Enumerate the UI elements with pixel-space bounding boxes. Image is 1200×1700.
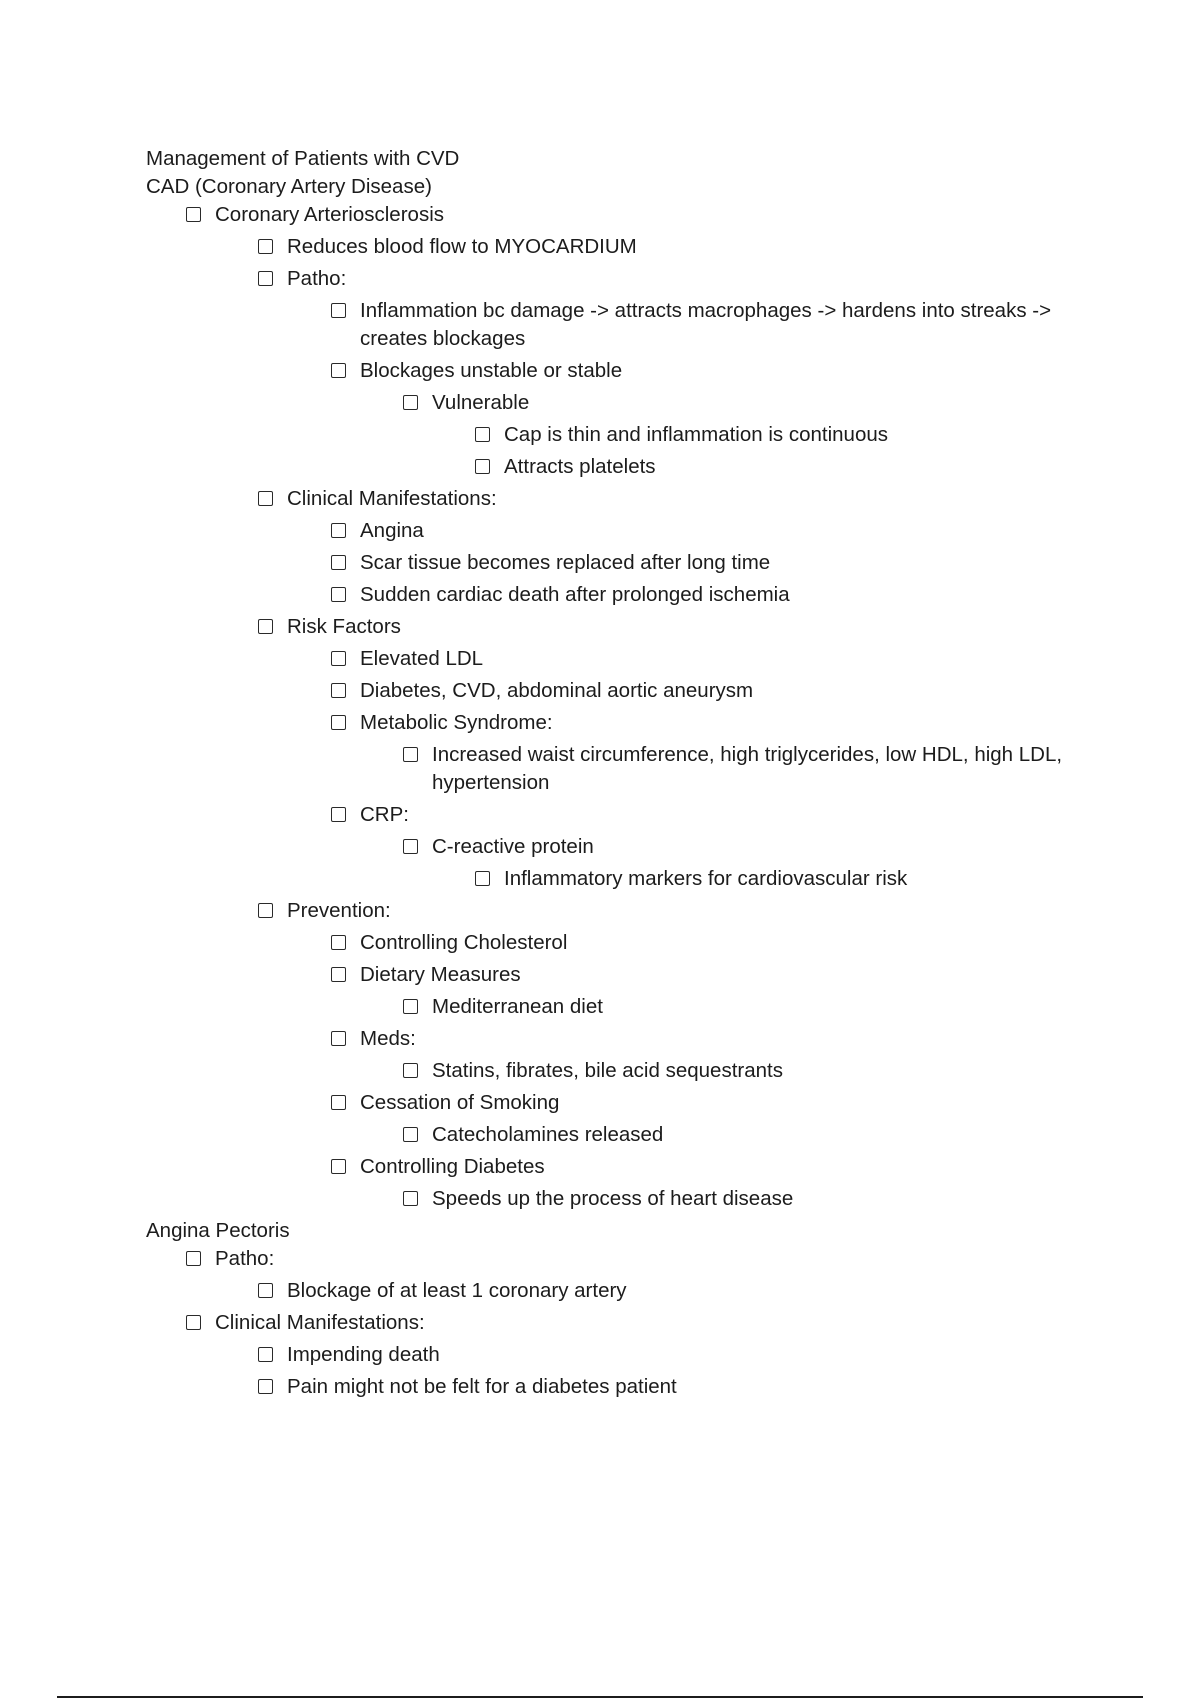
checkbox-icon[interactable] bbox=[475, 871, 490, 886]
checkbox-icon[interactable] bbox=[403, 395, 418, 410]
checklist-item-text: Diabetes, CVD, abdominal aortic aneurysm bbox=[360, 679, 754, 702]
checklist-item-text: Patho: bbox=[287, 267, 347, 290]
checkbox-icon[interactable] bbox=[186, 207, 201, 222]
checkbox-icon[interactable] bbox=[258, 271, 273, 286]
section-heading: Angina Pectoris bbox=[146, 1219, 290, 1242]
checklist-item-text: Controlling Cholesterol bbox=[360, 931, 568, 954]
checkbox-icon[interactable] bbox=[331, 651, 346, 666]
checklist-item-text: Statins, fibrates, bile acid sequestrants bbox=[432, 1059, 783, 1082]
checkbox-icon[interactable] bbox=[403, 747, 418, 762]
checklist-item bbox=[146, 1089, 1106, 1117]
checklist-item bbox=[146, 1277, 1106, 1305]
checkbox-icon[interactable] bbox=[331, 807, 346, 822]
checklist-item bbox=[146, 961, 1106, 989]
checklist-item bbox=[146, 581, 1106, 609]
checklist-item-text: Elevated LDL bbox=[360, 647, 484, 670]
checkbox-icon[interactable] bbox=[403, 1063, 418, 1078]
checklist-item bbox=[146, 897, 1106, 925]
checklist-item-text: Reduces blood flow to MYOCARDIUM bbox=[287, 235, 637, 258]
checklist-item-text: Patho: bbox=[215, 1247, 275, 1270]
sections-container bbox=[146, 173, 1106, 1401]
checkbox-icon[interactable] bbox=[258, 903, 273, 918]
checklist-item bbox=[146, 645, 1106, 673]
checkbox-icon[interactable] bbox=[258, 1379, 273, 1394]
checkbox-icon[interactable] bbox=[258, 1283, 273, 1298]
checklist-item-text: Speeds up the process of heart disease bbox=[432, 1187, 794, 1210]
checkbox-icon[interactable] bbox=[331, 1159, 346, 1174]
checklist-item bbox=[146, 1309, 1106, 1337]
checkbox-icon[interactable] bbox=[403, 1127, 418, 1142]
checklist-item bbox=[146, 865, 1106, 893]
checklist-item bbox=[146, 833, 1106, 861]
section-heading: CAD (Coronary Artery Disease) bbox=[146, 175, 432, 198]
checklist-item-text: Inflammation bc damage -> attracts macrophages -> hardens into streaks -> creates blockages bbox=[360, 299, 1052, 350]
checklist-item-text: CRP: bbox=[360, 803, 409, 826]
checkbox-icon[interactable] bbox=[331, 683, 346, 698]
checkbox-icon[interactable] bbox=[403, 839, 418, 854]
checklist-item bbox=[146, 549, 1106, 577]
checklist-item bbox=[146, 1057, 1106, 1085]
checkbox-icon[interactable] bbox=[331, 715, 346, 730]
checklist-item bbox=[146, 613, 1106, 641]
checklist-item bbox=[146, 389, 1106, 417]
checklist-item-text: Controlling Diabetes bbox=[360, 1155, 545, 1178]
checklist-item bbox=[146, 1185, 1106, 1213]
checklist-item bbox=[146, 453, 1106, 481]
checkbox-icon[interactable] bbox=[331, 1095, 346, 1110]
checklist-item-text: Mediterranean diet bbox=[432, 995, 603, 1018]
checklist-item-text: Increased waist circumference, high triglycerides, low HDL, high LDL, hypertension bbox=[432, 743, 1063, 794]
checkbox-icon[interactable] bbox=[258, 239, 273, 254]
checkbox-icon[interactable] bbox=[258, 491, 273, 506]
checklist-item bbox=[146, 709, 1106, 737]
checklist-item-text: Prevention: bbox=[287, 899, 391, 922]
checklist-item bbox=[146, 485, 1106, 513]
checkbox-icon[interactable] bbox=[258, 1347, 273, 1362]
checklist-item-text: Pain might not be felt for a diabetes patient bbox=[287, 1375, 677, 1398]
checklist-item-text: Dietary Measures bbox=[360, 963, 521, 986]
checklist-item-text: Angina bbox=[360, 519, 424, 542]
checklist-item bbox=[146, 929, 1106, 957]
checkbox-icon[interactable] bbox=[475, 427, 490, 442]
checklist-item bbox=[146, 1025, 1106, 1053]
checkbox-icon[interactable] bbox=[331, 1031, 346, 1046]
checklist-item-text: Cap is thin and inflammation is continuous bbox=[504, 423, 889, 446]
checkbox-icon[interactable] bbox=[331, 303, 346, 318]
checklist-item bbox=[146, 233, 1106, 261]
checklist-item bbox=[146, 993, 1106, 1021]
checklist-item bbox=[146, 801, 1106, 829]
checklist-item bbox=[146, 1245, 1106, 1273]
checkbox-icon[interactable] bbox=[258, 619, 273, 634]
checklist-item bbox=[146, 741, 1106, 797]
checklist-item bbox=[146, 201, 1106, 229]
checklist-item-text: Attracts platelets bbox=[504, 455, 656, 478]
checkbox-icon[interactable] bbox=[331, 587, 346, 602]
checklist-item-text: Sudden cardiac death after prolonged ischemia bbox=[360, 583, 790, 606]
page-bottom-rule bbox=[57, 1696, 1143, 1698]
checkbox-icon[interactable] bbox=[186, 1315, 201, 1330]
checklist-item-text: Impending death bbox=[287, 1343, 440, 1366]
checklist-item bbox=[146, 677, 1106, 705]
checklist-item bbox=[146, 517, 1106, 545]
checklist-item-text: Vulnerable bbox=[432, 391, 530, 414]
checklist-item-text: Clinical Manifestations: bbox=[287, 487, 497, 510]
checklist-item bbox=[146, 297, 1106, 353]
checkbox-icon[interactable] bbox=[186, 1251, 201, 1266]
checkbox-icon[interactable] bbox=[403, 999, 418, 1014]
checklist-item-text: Meds: bbox=[360, 1027, 416, 1050]
checklist-item bbox=[146, 1373, 1106, 1401]
checklist-item-text: Blockages unstable or stable bbox=[360, 359, 623, 382]
checklist-item bbox=[146, 1341, 1106, 1369]
checklist-item bbox=[146, 265, 1106, 293]
checklist-item bbox=[146, 1153, 1106, 1181]
checklist-item-text: Scar tissue becomes replaced after long time bbox=[360, 551, 771, 574]
checkbox-icon[interactable] bbox=[331, 935, 346, 950]
checklist-item-text: Blockage of at least 1 coronary artery bbox=[287, 1279, 627, 1302]
checkbox-icon[interactable] bbox=[403, 1191, 418, 1206]
checklist-item-text: Coronary Arteriosclerosis bbox=[215, 203, 444, 226]
checkbox-icon[interactable] bbox=[331, 363, 346, 378]
checklist-item bbox=[146, 421, 1106, 449]
document-body bbox=[146, 145, 1106, 1405]
checklist-item-text: C-reactive protein bbox=[432, 835, 594, 858]
checklist-item bbox=[146, 357, 1106, 385]
checklist-item-text: Risk Factors bbox=[287, 615, 401, 638]
checklist-item-text: Clinical Manifestations: bbox=[215, 1311, 425, 1334]
document-title: Management of Patients with CVD bbox=[146, 147, 460, 170]
checkbox-icon[interactable] bbox=[331, 967, 346, 982]
checklist-item-text: Catecholamines released bbox=[432, 1123, 664, 1146]
checkbox-icon[interactable] bbox=[331, 555, 346, 570]
checkbox-icon[interactable] bbox=[331, 523, 346, 538]
checklist-item-text: Inflammatory markers for cardiovascular risk bbox=[504, 867, 908, 890]
checkbox-icon[interactable] bbox=[475, 459, 490, 474]
checklist-item-text: Metabolic Syndrome: bbox=[360, 711, 553, 734]
checklist-item-text: Cessation of Smoking bbox=[360, 1091, 560, 1114]
checklist-item bbox=[146, 1121, 1106, 1149]
